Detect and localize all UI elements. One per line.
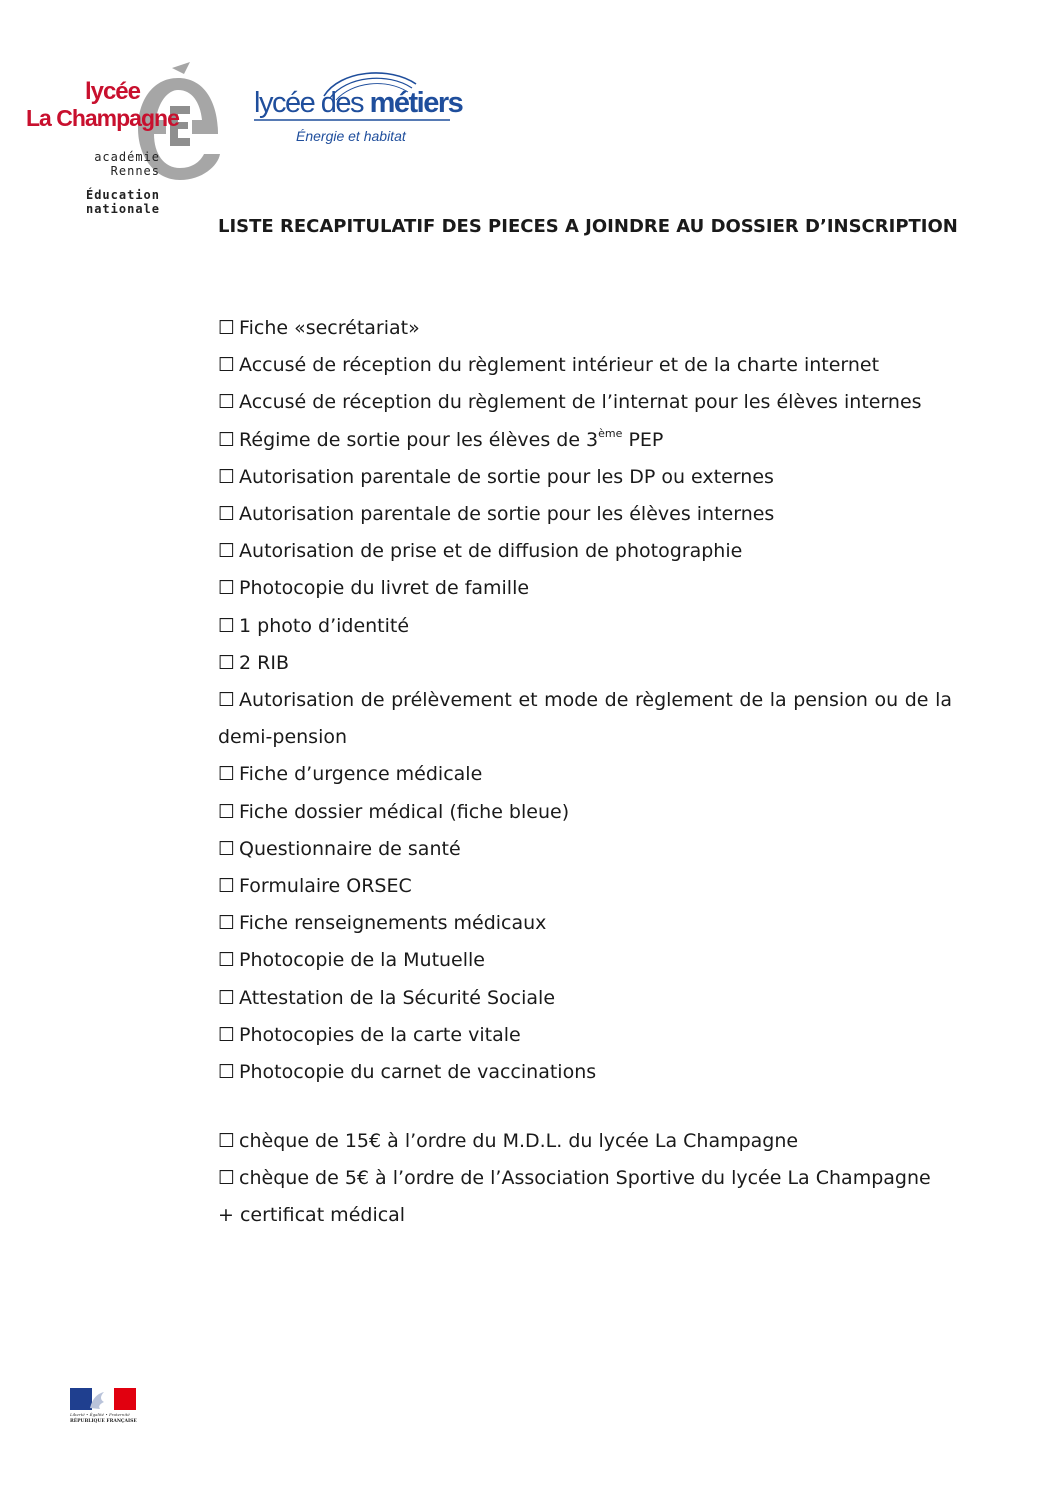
checklist-item [218, 868, 952, 905]
checklist-item-label: Régime de sortie pour les élèves de 3 [239, 428, 599, 451]
checkbox-icon[interactable]: ☐ [218, 540, 236, 563]
checklist-item [218, 533, 952, 570]
checkbox-icon[interactable]: ☐ [218, 1130, 236, 1152]
checkbox-icon[interactable]: ☐ [218, 1023, 236, 1046]
republique-francaise-logo [70, 1388, 136, 1430]
checklist-item [218, 384, 952, 421]
checklist-item-label: Fiche dossier médical (fiche bleue) [239, 800, 570, 823]
checkbox-icon[interactable]: ☐ [218, 689, 236, 712]
checklist-item-label: Fiche «secrétariat» [239, 317, 420, 339]
checkbox-icon[interactable]: ☐ [218, 354, 236, 377]
checklist-item-label: Autorisation de prise et de diffusion de photographie [239, 540, 743, 563]
checklist-item-label: Formulaire ORSEC [239, 875, 412, 898]
checklist-item [218, 682, 952, 756]
republic-motto: Liberté • Égalité • Fraternité [70, 1412, 130, 1417]
metiers-title [254, 88, 462, 118]
checklist-item [218, 459, 952, 496]
checklist-item [218, 422, 952, 459]
checklist-item [218, 756, 952, 793]
superscript-ordinal: ème [598, 427, 623, 441]
checklist-item [218, 1017, 952, 1054]
checklist-item-label: Accusé de réception du règlement de l’internat pour les élèves internes [239, 391, 922, 414]
checklist-item [218, 310, 952, 347]
payment-item-label: chèque de 15€ à l’ordre du M.D.L. du lycée La Champagne [239, 1130, 799, 1152]
checklist-item [218, 645, 952, 682]
checkbox-icon[interactable]: ☐ [218, 912, 236, 935]
metiers-prefix: lycée des [254, 87, 370, 119]
checklist-item [218, 831, 952, 868]
checklist-item-label: Photocopie de la Mutuelle [239, 949, 485, 972]
checkbox-icon[interactable]: ☐ [218, 465, 236, 488]
checkbox-icon[interactable]: ☐ [218, 1167, 236, 1190]
payment-note: + certificat médical [218, 1204, 406, 1227]
checkbox-icon[interactable]: ☐ [218, 1061, 236, 1084]
checkbox-icon[interactable]: ☐ [218, 837, 236, 860]
payment-item-label: chèque de 5€ à l’ordre de l’Association Sportive du lycée La Champagne [239, 1167, 931, 1190]
lycee-word: lycée [84, 78, 140, 105]
checklist-item-label: Autorisation de prélèvement et mode de règlement de la pension ou de la demi-pension [218, 689, 952, 749]
checklist-item-label: Photocopie du carnet de vaccinations [239, 1061, 597, 1084]
checklist-item-label: Photocopies de la carte vitale [239, 1023, 521, 1046]
checklist-item-label: Fiche renseignements médicaux [239, 912, 547, 935]
payment-item [218, 1160, 952, 1197]
checklist-item [218, 794, 952, 831]
checklist-item [218, 608, 952, 645]
checkbox-icon[interactable]: ☐ [218, 503, 236, 526]
checklist-item-suffix: PEP [622, 428, 664, 451]
checkbox-icon[interactable]: ☐ [218, 391, 236, 414]
checklist-item-label: Questionnaire de santé [239, 837, 461, 860]
checklist-item-label: Autorisation parentale de sortie pour les élèves internes [239, 503, 775, 526]
checklist-item-label: Fiche d’urgence médicale [239, 763, 483, 786]
checkbox-icon[interactable]: ☐ [218, 800, 236, 823]
checklist-item [218, 347, 952, 384]
checkbox-icon[interactable]: ☐ [218, 986, 236, 1009]
metiers-subtitle: Énergie et habitat [296, 128, 406, 144]
checklist-item-label: 1 photo d’identité [239, 614, 410, 637]
lycee-la-champagne-logo [22, 44, 212, 224]
payment-item [218, 1123, 952, 1160]
ministry-line-1: Éducation [85, 188, 160, 202]
academie-city: Rennes [110, 164, 160, 178]
checkbox-icon[interactable]: ☐ [218, 577, 236, 600]
republic-name: RÉPUBLIQUE FRANÇAISE [70, 1419, 137, 1424]
checklist-item-label: 2 RIB [239, 651, 290, 674]
checkbox-icon[interactable]: ☐ [218, 428, 236, 451]
checklist-item-label: Attestation de la Sécurité Sociale [239, 986, 556, 1009]
lycee-des-metiers-logo [250, 66, 463, 150]
checklist-item [218, 1054, 952, 1091]
metiers-bold: métiers [369, 87, 463, 119]
lycee-name: La Champagne [26, 105, 179, 131]
checkbox-icon[interactable]: ☐ [218, 614, 236, 637]
checklist-item-label: Photocopie du livret de famille [239, 577, 530, 600]
checklist-item [218, 905, 952, 942]
checkbox-icon[interactable]: ☐ [218, 651, 236, 674]
checklist-item [218, 570, 952, 607]
checklist-item-label: Accusé de réception du règlement intérieur et de la charte internet [239, 354, 880, 377]
checkbox-icon[interactable]: ☐ [218, 949, 236, 972]
checkbox-icon[interactable]: ☐ [218, 317, 236, 339]
checkbox-icon[interactable]: ☐ [218, 763, 236, 786]
documents-checklist [218, 310, 952, 1091]
checklist-item [218, 980, 952, 1017]
document-title: LISTE RECAPITULATIF DES PIECES A JOINDRE AU DOSSIER D’INSCRIPTION [218, 216, 958, 237]
academie-label: académie [94, 150, 160, 164]
checklist-item-label: Autorisation parentale de sortie pour les DP ou externes [239, 465, 774, 488]
payments-checklist [218, 1123, 952, 1235]
checklist-item [218, 942, 952, 979]
checkbox-icon[interactable]: ☐ [218, 875, 236, 898]
checklist-item [218, 496, 952, 533]
ministry-line-2: nationale [85, 202, 160, 216]
marianne-flag-icon [70, 1388, 136, 1410]
